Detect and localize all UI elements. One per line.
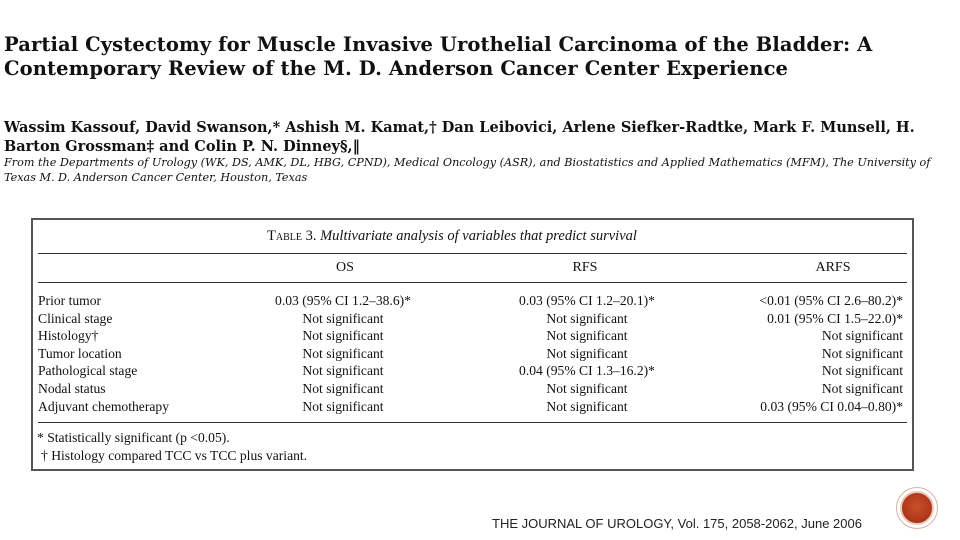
table-row — [38, 380, 903, 398]
row-label: Pathological stage — [38, 363, 138, 379]
table-row — [38, 327, 903, 345]
table-caption — [267, 228, 637, 245]
column-header-os: OS — [336, 260, 354, 275]
os-cell: Not significant — [302, 381, 384, 396]
table-row — [38, 310, 903, 328]
affiliation: From the Departments of Urology (WK, DS, AMK, DL, HBG, CPND), Medical Oncology (ASR), and Biostatistics and Applied Mathematics (MFM), The University of Texas M. D. Anderson Cancer Center, Houston, Texas — [4, 156, 931, 184]
arfs-cell: <0.01 (95% CI 2.6–80.2)* — [759, 293, 903, 308]
arfs-cell: Not significant — [821, 328, 903, 344]
rfs-cell: Not significant — [546, 310, 628, 326]
author-list: Wassim Kassouf, David Swanson,* Ashish M. Kamat,† Dan Leibovici, Arlene Siefker-Radtke, Mark F. Munsell, H. Barton Grossman‡ and Colin P. N. Dinney§,‖ — [4, 119, 915, 155]
arfs-cell: Not significant — [821, 345, 903, 361]
row-label: Clinical stage — [38, 310, 113, 326]
rfs-cell: Not significant — [546, 345, 628, 361]
os-cell: Not significant — [302, 345, 384, 361]
table-row — [38, 362, 903, 380]
table-top-rule — [38, 253, 907, 254]
os-cell: Not significant — [302, 363, 384, 379]
arfs-cell: Not significant — [821, 381, 903, 396]
row-label: Nodal status — [38, 381, 106, 396]
journal-citation: THE JOURNAL OF UROLOGY, Vol. 175, 2058-2062, June 2006 — [492, 516, 862, 531]
arfs-cell: 0.03 (95% CI 0.04–0.80)* — [760, 398, 903, 414]
os-cell: 0.03 (95% CI 1.2–38.6)* — [275, 293, 411, 308]
rfs-cell: 0.03 (95% CI 1.2–20.1)* — [519, 293, 655, 308]
os-cell: Not significant — [302, 328, 384, 344]
os-cell: Not significant — [302, 310, 384, 326]
rfs-cell: Not significant — [546, 381, 628, 396]
slide-badge-icon — [900, 491, 934, 525]
row-label: Adjuvant chemotherapy — [38, 398, 169, 414]
table-row — [38, 345, 903, 363]
rfs-cell: Not significant — [546, 328, 628, 344]
row-label: Tumor location — [38, 345, 122, 361]
arfs-cell: 0.01 (95% CI 1.5–22.0)* — [767, 310, 903, 326]
column-header-arfs: ARFS — [815, 260, 851, 275]
footnote-histology: † Histology compared TCC vs TCC plus variant. — [41, 448, 308, 463]
table-row — [38, 398, 903, 416]
table-row — [38, 292, 903, 310]
row-label: Prior tumor — [38, 293, 102, 308]
table-caption-text: Multivariate analysis of variables that predict survival — [320, 228, 637, 244]
rfs-cell: Not significant — [546, 398, 628, 414]
footnote-significance: * Statistically significant (p <0.05). — [37, 430, 230, 445]
rfs-cell: 0.04 (95% CI 1.3–16.2)* — [519, 363, 655, 379]
table-bottom-rule — [38, 422, 907, 423]
arfs-cell: Not significant — [821, 363, 903, 379]
results-table — [31, 218, 914, 471]
row-label: Histology† — [38, 328, 99, 344]
os-cell: Not significant — [302, 398, 384, 414]
column-header-rfs: RFS — [572, 260, 598, 275]
table-number: Table 3. — [267, 228, 317, 244]
paper-title: Partial Cystectomy for Muscle Invasive Urothelial Carcinoma of the Bladder: A Contemporary Review of the M. D. Anderson Cancer Center Experience — [4, 33, 873, 80]
header-rule — [38, 282, 907, 283]
